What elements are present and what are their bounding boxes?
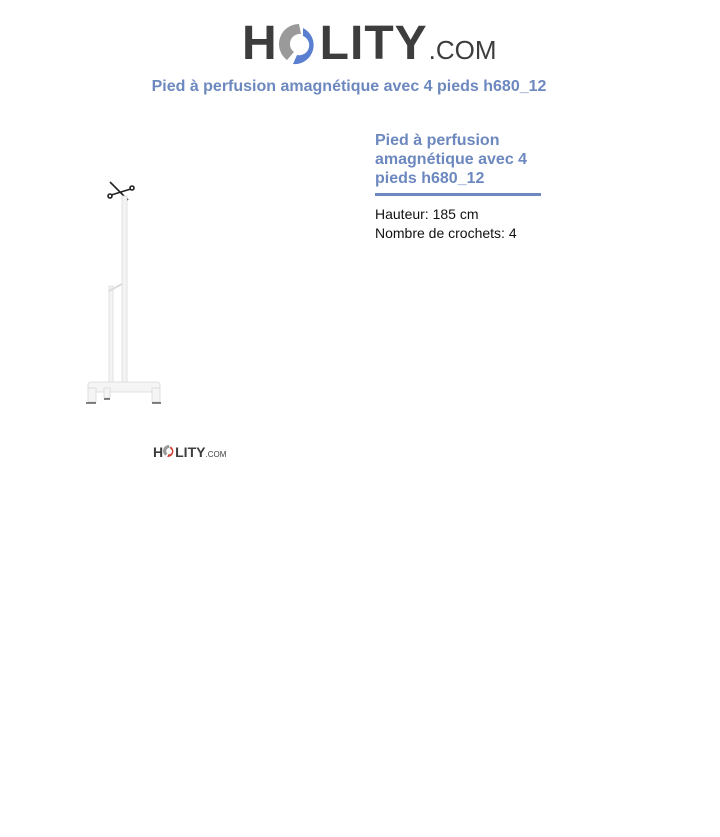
title-divider xyxy=(375,193,541,196)
logo-letter-h: H xyxy=(242,17,278,70)
spec-hooks: Nombre de crochets: 4 xyxy=(375,225,517,241)
product-specs xyxy=(375,205,545,243)
holity-o-icon xyxy=(163,444,175,460)
product-image xyxy=(82,176,172,411)
watermark-logo xyxy=(153,444,226,460)
watermark-wordmark xyxy=(153,444,205,460)
holity-o-icon xyxy=(279,22,319,66)
watermark-letter-h: H xyxy=(153,444,164,460)
product-title: Pied à perfusion amagnétique avec 4 pieds h680_12 xyxy=(375,132,528,187)
logo-letters-lity: LITY xyxy=(319,17,428,70)
logo-suffix: .COM xyxy=(428,35,497,65)
watermark-suffix: .COM xyxy=(205,450,227,459)
hook-crown-icon xyxy=(108,182,134,200)
holity-logo xyxy=(242,10,497,70)
page-title: Pied à perfusion amagnétique avec 4 pieds h680_12 xyxy=(151,78,547,95)
spec-height: Hauteur: 185 cm xyxy=(375,206,479,222)
watermark-letters-lity: LITY xyxy=(175,444,206,460)
product-info-panel xyxy=(375,131,545,243)
logo-wordmark xyxy=(242,17,428,70)
